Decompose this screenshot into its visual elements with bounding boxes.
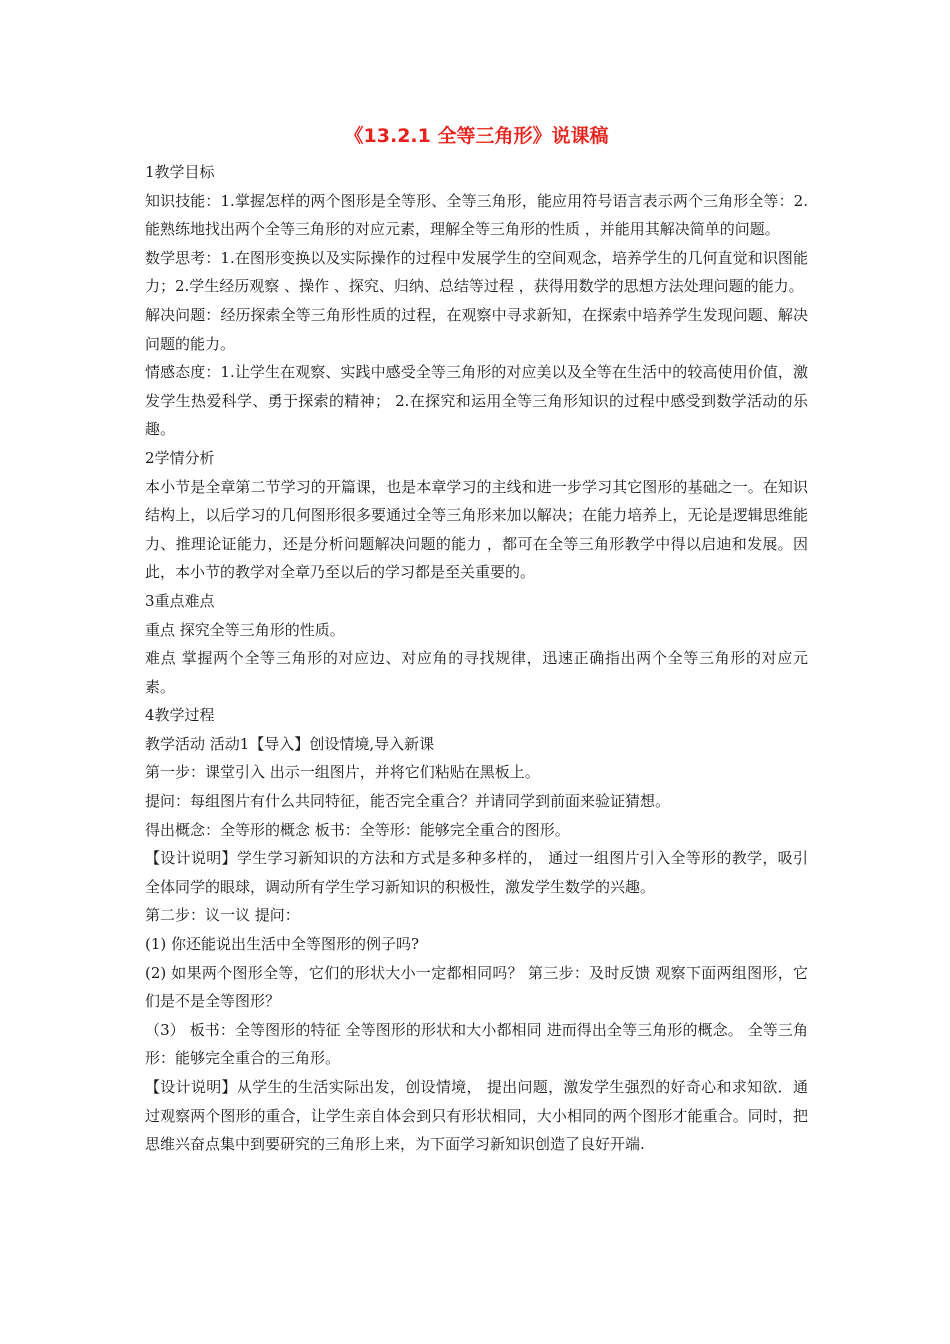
paragraph-knowledge-skills: 知识技能：1.掌握怎样的两个图形是全等形、全等三角形，能应用符号语言表示两个三角形全等：2.能熟练地找出两个全等三角形的对应元素，理解全等三角形的性质 ，并能用其解决简单的问题。 (145, 191, 808, 239)
paragraph-activity-1: 教学活动 活动1【导入】创设情境,导入新课 (145, 734, 435, 753)
document-page (145, 118, 808, 1159)
paragraph-step-2: 第二步：议一议 提问： (145, 906, 300, 925)
paragraph-problem-solving: 解决问题：经历探索全等三角形性质的过程，在观察中寻求新知，在探索中培养学生发现问题、解决问题的能力。 (145, 305, 808, 353)
section-heading-key-points: 3重点难点 (145, 591, 215, 610)
paragraph-design-note-2: 【设计说明】从学生的生活实际出发，创设情境， 提出问题，激发学生强烈的好奇心和求知欲．通过观察两个图形的重合，让学生亲自体会到只有形状相同，大小相同的两个图形才能重合。同时，把思维兴奋点集中到要研究的三角形上来，为下面学习新知识创造了良好开端. (145, 1078, 808, 1154)
section-heading-objectives: 1教学目标 (145, 163, 215, 181)
paragraph-difficulty: 难点 掌握两个全等三角形的对应边、对应角的寻找规律，迅速正确指出两个全等三角形的对应元素。 (145, 649, 808, 696)
document-title: 《13.2.1 全等三角形》说课稿 (344, 125, 609, 147)
section-heading-student-analysis: 2学情分析 (145, 448, 215, 467)
paragraph-key-point: 重点 探究全等三角形的性质。 (145, 620, 345, 639)
paragraph-concept: 得出概念：全等形的概念 板书：全等形：能够完全重合的图形。 (145, 820, 570, 839)
paragraph-math-thinking: 数学思考：1.在图形变换以及实际操作的过程中发展学生的空间观念，培养学生的几何直觉和识图能力；2.学生经历观察 、操作 、探究、归纳、总结等过程 ，获得用数学的思想方法处理问题的能力。 (145, 248, 808, 296)
paragraph-student-analysis: 本小节是全章第二节学习的开篇课，也是本章学习的主线和进一步学习其它图形的基础之一。在知识结构上，以后学习的几何图形很多要通过全等三角形来加以解决；在能力培养上，无论是逻辑思维能力、推理论证能力，还是分析问题解决问题的能力 ，都可在全等三角形教学中得以启迪和发展。因此，本小节的教学对全章乃至以后的学习都是至关重要的。 (145, 477, 808, 582)
paragraph-question-3: （3） 板书：全等图形的特征 全等图形的形状和大小都相同 进而得出全等三角形的概念。 全等三角形：能够完全重合的三角形。 (145, 1020, 808, 1068)
paragraph-question-1: (1) 你还能说出生活中全等图形的例子吗? (145, 935, 420, 954)
paragraph-design-note-1: 【设计说明】学生学习新知识的方法和方式是多种多样的， 通过一组图片引入全等形的教学，吸引全体同学的眼球，调动所有学生学习新知识的积极性，激发学生数学的兴趣。 (145, 849, 808, 896)
paragraph-question: 提问：每组图片有什么共同特征，能否完全重合？并请同学到前面来验证猜想。 (145, 792, 671, 811)
section-heading-teaching-process: 4教学过程 (145, 706, 215, 725)
paragraph-emotional-attitude: 情感态度：1.让学生在观察、实践中感受全等三角形的对应美以及全等在生活中的较高使用价值，激发学生热爱科学、勇于探索的精神； 2.在探究和运用全等三角形知识的过程中感受到数学活动的乐趣。 (145, 363, 808, 439)
paragraph-question-2: (2) 如果两个图形全等，它们的形状大小一定都相同吗？ 第三步：及时反馈 观察下面两组图形，它们是不是全等图形？ (145, 963, 808, 1011)
paragraph-step-1: 第一步：课堂引入 出示一组图片，并将它们粘贴在黑板上。 (145, 763, 540, 782)
